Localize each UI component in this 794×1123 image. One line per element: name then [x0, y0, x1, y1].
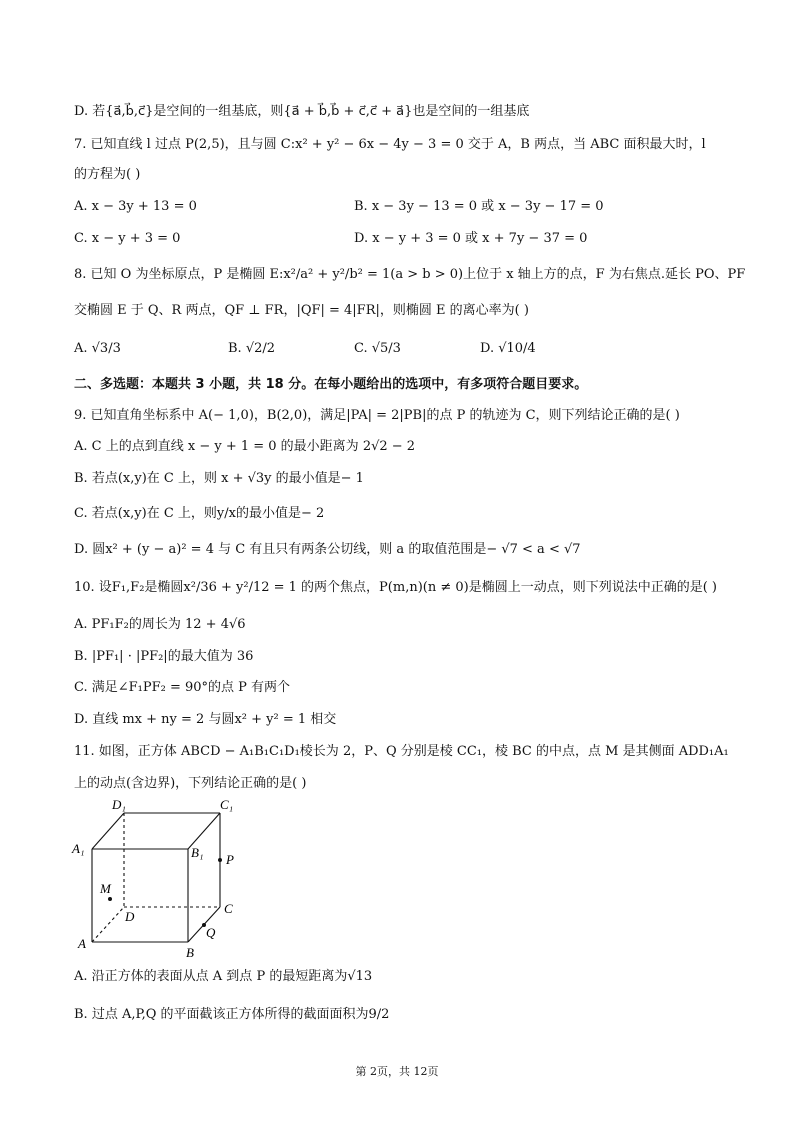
question-9: 9. 已知直角坐标系中 A(− 1,0)，B(2,0)，满足|PA| = 2|PB|的点 P 的轨迹为 C，则下列结论正确的是( ): [74, 408, 680, 423]
option-11a: A. 沿正方体的表面从点 A 到点 P 的最短距离为√13: [74, 969, 373, 984]
question-11-line-1: 11. 如图，正方体 ABCD − A₁B₁C₁D₁棱长为 2，P、Q 分别是棱 CC₁，棱 BC 的中点，点 M 是其侧面 ADD₁A₁: [74, 744, 729, 759]
option-8d: D. √10/4: [480, 341, 536, 356]
label-d1: D₁: [112, 797, 126, 812]
option-7d: D. x − y + 3 = 0 或 x + 7y − 37 = 0: [354, 231, 588, 246]
option-9c: C. 若点(x,y)在 C 上，则y/x的最小值是− 2: [74, 506, 325, 521]
option-10c: C. 满足∠F₁PF₂ = 90°的点 P 有两个: [74, 680, 291, 695]
option-10d: D. 直线 mx + ny = 2 与圆x² + y² = 1 相交: [74, 712, 337, 727]
option-9b: B. 若点(x,y)在 C 上，则 x + √3y 的最小值是− 1: [74, 471, 364, 486]
option-8c: C. √5/3: [354, 341, 401, 356]
edge-c1-b1: [188, 813, 220, 849]
label-b: B: [186, 945, 194, 960]
label-p: P: [226, 852, 234, 867]
option-6d: D. 若{a⃗,b⃗,c⃗}是空间的一组基底，则{a⃗ + b⃗,b⃗ + c⃗,c⃗ + a⃗}也是空间的一组基底: [74, 104, 530, 119]
cube-figure: [68, 795, 248, 965]
label-a: A: [78, 936, 86, 951]
option-7a: A. x − 3y + 13 = 0: [74, 199, 197, 214]
label-a1: A₁: [72, 841, 85, 856]
option-8b: B. √2/2: [228, 341, 276, 356]
page-footer: 第 2页，共 12页: [355, 1065, 439, 1078]
edge-a1-d1: [92, 813, 124, 849]
label-d: D: [125, 909, 135, 924]
edge-a-d: [92, 907, 124, 942]
point-p: [218, 858, 222, 862]
option-11b: B. 过点 A,P,Q 的平面截该正方体所得的截面面积为9/2: [74, 1007, 390, 1022]
option-10b: B. |PF₁| · |PF₂|的最大值为 36: [74, 649, 254, 664]
option-10a: A. PF₁F₂的周长为 12 + 4√6: [74, 617, 246, 632]
option-7b: B. x − 3y − 13 = 0 或 x − 3y − 17 = 0: [354, 199, 604, 214]
point-m: [108, 897, 112, 901]
option-9d: D. 圆x² + (y − a)² = 4 与 C 有且只有两条公切线，则 a 的取值范围是− √7 < a < √7: [74, 542, 581, 557]
label-c1: C₁: [220, 797, 234, 812]
option-7c: C. x − y + 3 = 0: [74, 231, 181, 246]
label-m: M: [100, 881, 111, 896]
question-8-line-2: 交椭圆 E 于 Q、R 两点，QF ⊥ FR，|QF| = 4|FR|，则椭圆 E 的离心率为( ): [74, 303, 529, 318]
section-2-heading: 二、多选题：本题共 3 小题，共 18 分。在每小题给出的选项中，有多项符合题目要求。: [74, 377, 588, 392]
question-10: 10. 设F₁,F₂是椭圆x²/36 + y²/12 = 1 的两个焦点，P(m,n)(n ≠ 0)是椭圆上一动点，则下列说法中正确的是( ): [74, 580, 718, 595]
question-11-line-2: 上的动点(含边界)，下列结论正确的是( ): [74, 776, 307, 791]
option-8a: A. √3/3: [74, 341, 121, 356]
question-8-line-1: 8. 已知 O 为坐标原点，P 是椭圆 E:x²/a² + y²/b² = 1(a > b > 0)上位于 x 轴上方的点，F 为右焦点.延长 PO、PF: [74, 267, 746, 282]
question-7-line-1: 7. 已知直线 l 过点 P(2,5)，且与圆 C:x² + y² − 6x − 4y − 3 = 0 交于 A，B 两点，当 ABC 面积最大时，l: [74, 137, 706, 152]
label-c: C: [224, 901, 233, 916]
label-q: Q: [206, 925, 216, 940]
label-b1: B₁: [191, 845, 204, 860]
option-9a: A. C 上的点到直线 x − y + 1 = 0 的最小距离为 2√2 − 2: [74, 439, 416, 454]
question-7-line-2: 的方程为( ): [74, 167, 141, 182]
